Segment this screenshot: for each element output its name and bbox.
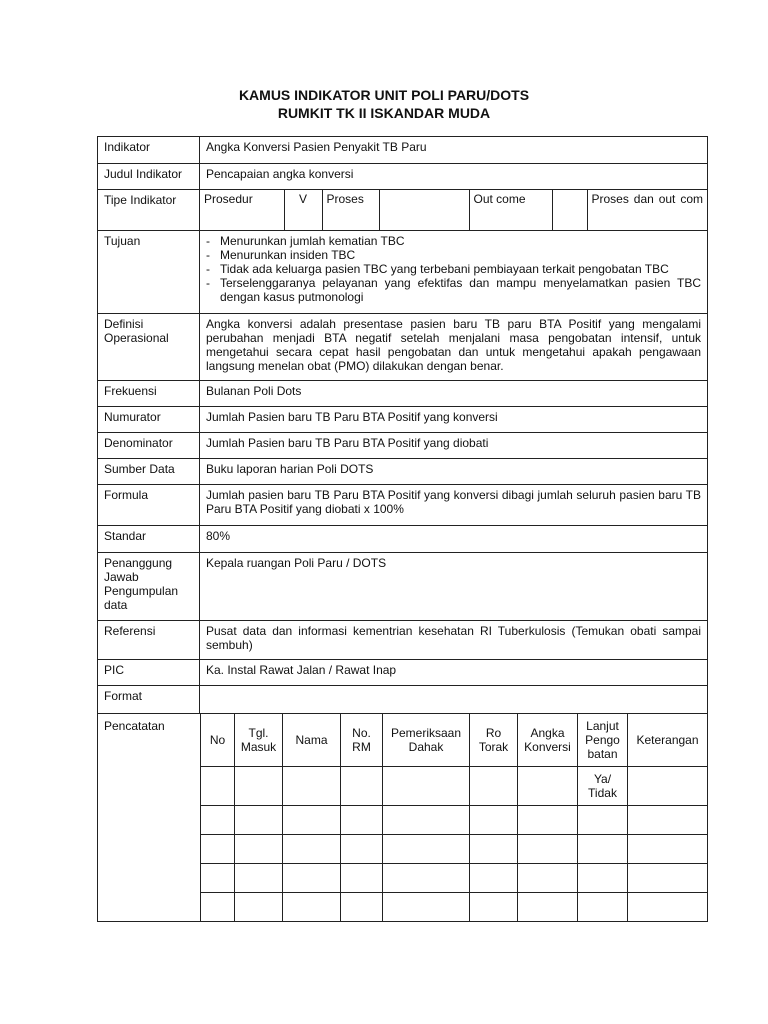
tipe-outcome-check xyxy=(552,190,587,230)
row-tujuan xyxy=(98,231,708,314)
value-definisi: Angka konversi adalah presentase pasien baru TB paru BTA Positif yang mengalami perubahan menjadi BTA negatif setelah menjalani masa pengobatan intensif, untuk mengetahui secara cepat hasil pengobatan dan untuk mengetahui apakah pengawaan langsung menelan obat (PMO) dilakukan dengan benar. xyxy=(200,314,708,381)
col-header-tgl-masuk: Tgl. Masuk xyxy=(235,714,283,767)
tujuan-list xyxy=(206,234,701,304)
row-denominator xyxy=(98,433,708,459)
row-pencatatan xyxy=(98,714,708,922)
value-frekuensi: Bulanan Poli Dots xyxy=(200,381,708,407)
row-tipe xyxy=(98,190,708,231)
tipe-prosedur-check: V xyxy=(284,190,322,230)
row-pic xyxy=(98,660,708,686)
value-formula: Jumlah pasien baru TB Paru BTA Positif yang konversi dibagi jumlah seluruh pasien baru TB Paru BTA Positif yang diobati x 100% xyxy=(200,485,708,526)
table-row xyxy=(201,835,708,864)
lanjut-value: Ya/ Tidak xyxy=(578,767,628,806)
col-header-angka-konversi: Angka Konversi xyxy=(518,714,578,767)
label-indikator: Indikator xyxy=(98,137,200,164)
label-frekuensi: Frekuensi xyxy=(98,381,200,407)
tujuan-item: - Tidak ada keluarga pasien TBC yang terbebani pembiayaan terkait pengobatan TBC xyxy=(206,262,701,276)
value-standar: 80% xyxy=(200,526,708,553)
value-pic: Ka. Instal Rawat Jalan / Rawat Inap xyxy=(200,660,708,686)
row-sumber xyxy=(98,459,708,485)
document-title: KAMUS INDIKATOR UNIT POLI PARU/DOTS xyxy=(238,87,530,103)
pencatatan-header-row xyxy=(201,714,708,767)
table-row xyxy=(201,767,708,806)
tipe-proses: Proses xyxy=(322,190,379,230)
tipe-proses-check xyxy=(379,190,469,230)
value-denominator: Jumlah Pasien baru TB Paru BTA Positif yang diobati xyxy=(200,433,708,459)
col-header-ro-torak: Ro Torak xyxy=(470,714,518,767)
col-header-keterangan: Keterangan xyxy=(628,714,708,767)
tipe-prosedur: Prosedur xyxy=(200,190,284,230)
col-header-nama: Nama xyxy=(283,714,341,767)
table-row xyxy=(201,893,708,922)
tujuan-item: - Menurunkan jumlah kematian TBC xyxy=(206,234,701,248)
row-indikator xyxy=(98,137,708,164)
value-penanggung: Kepala ruangan Poli Paru / DOTS xyxy=(200,553,708,621)
label-pic: PIC xyxy=(98,660,200,686)
row-format xyxy=(98,686,708,714)
label-pencatatan: Pencatatan xyxy=(104,719,165,733)
row-definisi xyxy=(98,314,708,381)
row-referensi xyxy=(98,621,708,660)
label-tipe: Tipe Indikator xyxy=(98,190,200,231)
col-header-no: No xyxy=(201,714,235,767)
tipe-proses-outcome: Proses dan out com xyxy=(587,190,707,230)
col-header-lanjut-pengobatan: Lanjut Pengo batan xyxy=(578,714,628,767)
row-formula xyxy=(98,485,708,526)
label-judul: Judul Indikator xyxy=(98,164,200,190)
label-denominator: Denominator xyxy=(98,433,200,459)
tujuan-item: - Terselenggaranya pelayanan yang efektifas dan mampu menyelamatkan pasien TBC dengan kasus putmonologi xyxy=(206,276,701,304)
document-subtitle: RUMKIT TK II ISKANDAR MUDA xyxy=(277,105,491,121)
label-standar: Standar xyxy=(98,526,200,553)
tipe-options xyxy=(200,190,707,230)
value-referensi: Pusat data dan informasi kementrian kesehatan RI Tuberkulosis (Temukan obati sampai sembuh) xyxy=(200,621,708,660)
indicator-table xyxy=(97,136,708,922)
label-definisi: Definisi Operasional xyxy=(98,314,200,381)
value-format xyxy=(200,686,708,714)
label-formula: Formula xyxy=(98,485,200,526)
tipe-outcome: Out come xyxy=(469,190,552,230)
label-numurator: Numurator xyxy=(98,407,200,433)
label-tujuan: Tujuan xyxy=(98,231,200,314)
label-referensi: Referensi xyxy=(98,621,200,660)
row-penanggung xyxy=(98,553,708,621)
table-row xyxy=(201,864,708,893)
row-frekuensi xyxy=(98,381,708,407)
value-indikator: Angka Konversi Pasien Penyakit TB Paru xyxy=(200,137,708,164)
table-row xyxy=(201,806,708,835)
value-judul: Pencapaian angka konversi xyxy=(200,164,708,190)
row-judul xyxy=(98,164,708,190)
row-numurator xyxy=(98,407,708,433)
pencatatan-table xyxy=(200,714,707,921)
value-numurator: Jumlah Pasien baru TB Paru BTA Positif yang konversi xyxy=(200,407,708,433)
col-header-pemeriksaan-dahak: Pemeriksaan Dahak xyxy=(383,714,470,767)
label-format: Format xyxy=(98,686,200,714)
label-sumber: Sumber Data xyxy=(98,459,200,485)
value-sumber: Buku laporan harian Poli DOTS xyxy=(200,459,708,485)
label-penanggung: Penanggung Jawab Pengumpulan data xyxy=(98,553,200,621)
col-header-no-rm: No. RM xyxy=(341,714,383,767)
row-standar xyxy=(98,526,708,553)
tujuan-item: - Menurunkan insiden TBC xyxy=(206,248,701,262)
